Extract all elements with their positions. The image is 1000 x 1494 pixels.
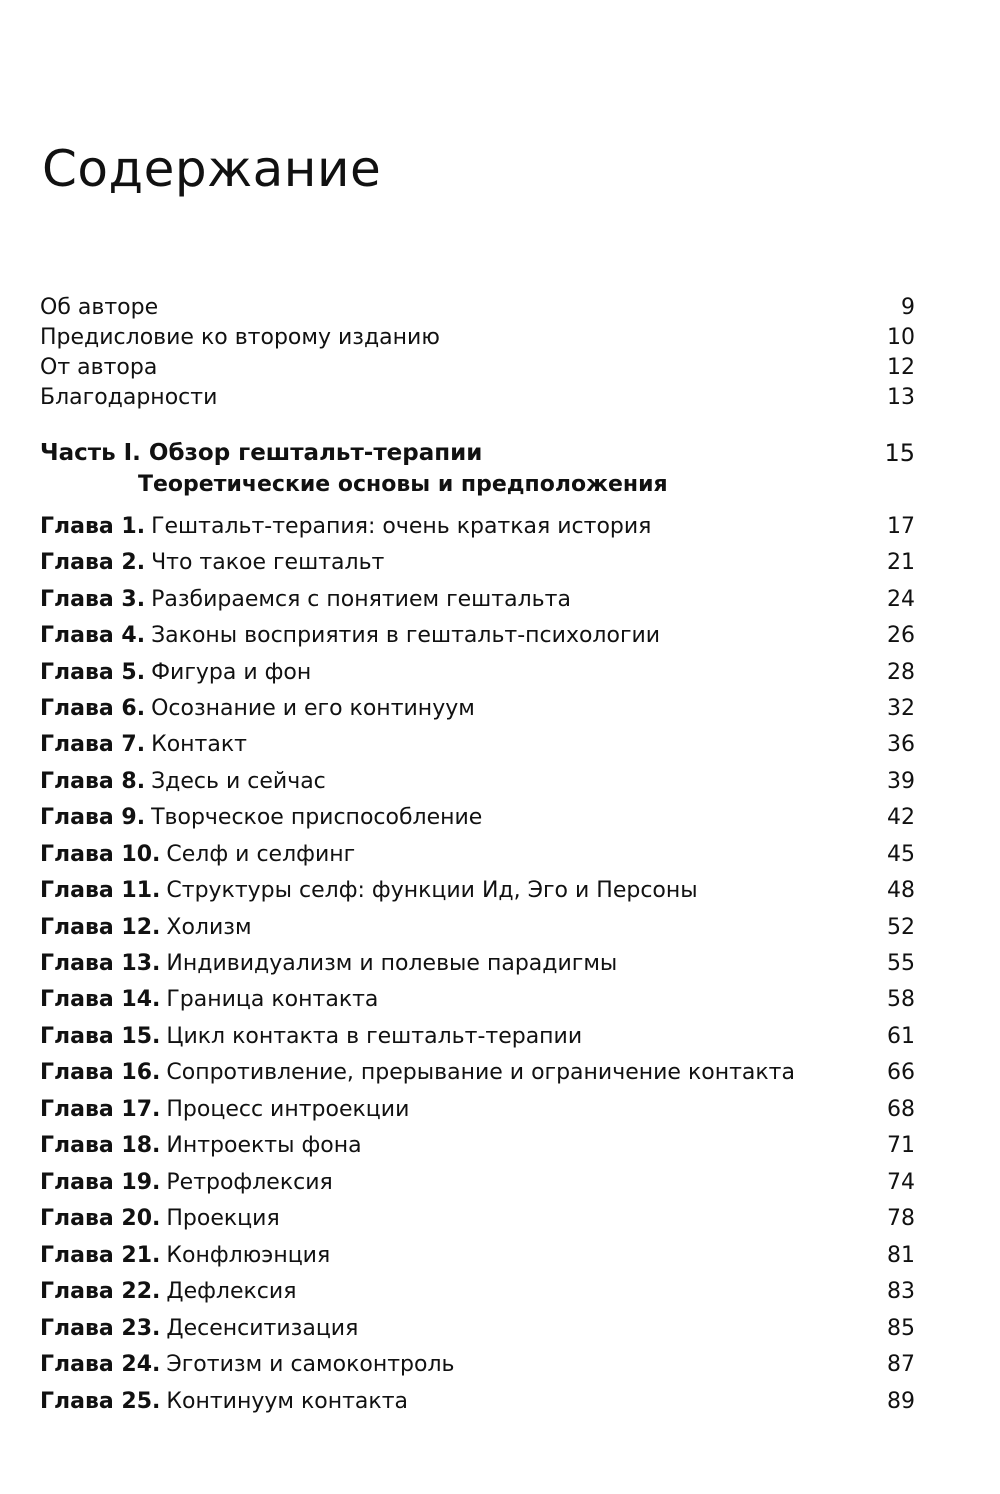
- chapter-label: Глава 13.: [40, 950, 161, 976]
- chapter-title: Разбираемся с понятием гештальта: [151, 586, 571, 612]
- toc-page-number: 61: [887, 1023, 915, 1049]
- toc-chapter-6[interactable]: [40, 691, 915, 725]
- chapter-title: Структуры селф: функции Ид, Эго и Персоны: [166, 877, 698, 903]
- chapter-title: Индивидуализм и полевые парадигмы: [166, 950, 618, 976]
- chapter-label: Глава 22.: [40, 1278, 161, 1304]
- chapter-label: Глава 4.: [40, 622, 146, 648]
- toc-chapter-20[interactable]: [40, 1201, 915, 1235]
- toc-chapter-5[interactable]: [40, 655, 915, 689]
- chapter-title: Эготизм и самоконтроль: [166, 1351, 455, 1377]
- toc-chapter-8[interactable]: [40, 764, 915, 798]
- toc-entry-title: Благодарности: [40, 384, 218, 410]
- toc-page-number: 52: [887, 914, 915, 940]
- chapter-label: Глава 10.: [40, 841, 161, 867]
- chapter-title: Процесс интроекции: [166, 1096, 410, 1122]
- chapter-label: Глава 24.: [40, 1351, 161, 1377]
- toc-page-number: 26: [887, 622, 915, 648]
- chapter-label: Глава 7.: [40, 731, 146, 757]
- chapter-label: Глава 11.: [40, 877, 161, 903]
- toc-page-number: 36: [887, 731, 915, 757]
- toc-page-number: 74: [887, 1169, 915, 1195]
- toc-page-number: 45: [887, 841, 915, 867]
- toc-page-number: 21: [887, 549, 915, 575]
- chapter-title: Творческое приспособление: [151, 804, 483, 830]
- toc-entry-about-author[interactable]: [40, 292, 915, 322]
- toc-chapter-23[interactable]: [40, 1311, 915, 1345]
- toc-chapter-11[interactable]: [40, 873, 915, 907]
- chapter-label: Глава 20.: [40, 1205, 161, 1231]
- toc-chapter-3[interactable]: [40, 582, 915, 616]
- chapter-title: Цикл контакта в гештальт-терапии: [166, 1023, 583, 1049]
- toc-chapter-22[interactable]: [40, 1274, 915, 1308]
- toc-page-number: 66: [887, 1059, 915, 1085]
- chapter-label: Глава 6.: [40, 695, 146, 721]
- toc-page-number: 85: [887, 1315, 915, 1341]
- chapter-label: Глава 5.: [40, 659, 146, 685]
- toc-chapter-18[interactable]: [40, 1128, 915, 1162]
- toc-entry-title: Предисловие ко второму изданию: [40, 324, 440, 350]
- toc-page-number: 58: [887, 986, 915, 1012]
- toc-page-number: 42: [887, 804, 915, 830]
- chapter-label: Глава 1.: [40, 513, 146, 539]
- toc-part-heading[interactable]: [40, 436, 915, 470]
- toc-entry-title: От автора: [40, 354, 158, 380]
- chapter-label: Глава 19.: [40, 1169, 161, 1195]
- toc-page-number: 28: [887, 659, 915, 685]
- chapter-label: Глава 8.: [40, 768, 146, 794]
- toc-chapter-24[interactable]: [40, 1347, 915, 1381]
- chapter-title: Ретрофлексия: [166, 1169, 333, 1195]
- chapter-title: Здесь и сейчас: [151, 768, 326, 794]
- page-title: Содержание: [42, 140, 382, 198]
- toc-page-number: 81: [887, 1242, 915, 1268]
- toc-page-number: 10: [887, 324, 915, 350]
- toc-page-number: 32: [887, 695, 915, 721]
- toc-page-number: 13: [887, 384, 915, 410]
- toc-entry-title: Об авторе: [40, 294, 159, 320]
- chapter-label: Глава 2.: [40, 549, 146, 575]
- toc-entry-from-author[interactable]: [40, 352, 915, 382]
- toc-page-number: 78: [887, 1205, 915, 1231]
- toc-page-number: 9: [901, 294, 915, 320]
- chapter-title: Гештальт-терапия: очень краткая история: [151, 513, 652, 539]
- chapter-title: Десенситизация: [166, 1315, 359, 1341]
- chapter-title: Законы восприятия в гештальт-психологии: [151, 622, 661, 648]
- part-title: Часть I. Обзор гештальт-терапии: [40, 440, 483, 466]
- chapter-label: Глава 16.: [40, 1059, 161, 1085]
- toc-chapter-1[interactable]: [40, 509, 915, 543]
- toc-chapter-17[interactable]: [40, 1092, 915, 1126]
- chapter-label: Глава 21.: [40, 1242, 161, 1268]
- toc-chapter-13[interactable]: [40, 946, 915, 980]
- toc-chapter-19[interactable]: [40, 1165, 915, 1199]
- toc-chapter-9[interactable]: [40, 800, 915, 834]
- toc-page-number: 89: [887, 1388, 915, 1414]
- toc-page-number: 68: [887, 1096, 915, 1122]
- toc-page-number: 15: [884, 439, 915, 467]
- toc-page-number: 48: [887, 877, 915, 903]
- chapter-title: Проекция: [166, 1205, 280, 1231]
- chapter-title: Континуум контакта: [166, 1388, 408, 1414]
- chapter-label: Глава 12.: [40, 914, 161, 940]
- chapter-title: Дефлексия: [166, 1278, 297, 1304]
- toc-page-number: 71: [887, 1132, 915, 1158]
- toc-entry-preface[interactable]: [40, 322, 915, 352]
- toc-chapter-21[interactable]: [40, 1238, 915, 1272]
- toc-entry-acknowledgements[interactable]: [40, 382, 915, 412]
- toc-chapter-12[interactable]: [40, 910, 915, 944]
- toc-page-number: 24: [887, 586, 915, 612]
- chapter-title: Интроекты фона: [166, 1132, 362, 1158]
- toc-chapter-2[interactable]: [40, 545, 915, 579]
- toc-chapter-15[interactable]: [40, 1019, 915, 1053]
- toc-page-number: 39: [887, 768, 915, 794]
- chapter-title: Контакт: [151, 731, 247, 757]
- chapter-title: Фигура и фон: [151, 659, 312, 685]
- toc-chapter-14[interactable]: [40, 982, 915, 1016]
- chapter-title: Сопротивление, прерывание и ограничение контакта: [166, 1059, 795, 1085]
- toc-chapter-10[interactable]: [40, 837, 915, 871]
- chapter-title: Что такое гештальт: [151, 549, 385, 575]
- chapter-label: Глава 3.: [40, 586, 146, 612]
- chapter-title: Осознание и его континуум: [151, 695, 475, 721]
- toc-page-number: 83: [887, 1278, 915, 1304]
- chapter-label: Глава 15.: [40, 1023, 161, 1049]
- chapter-label: Глава 17.: [40, 1096, 161, 1122]
- part-subtitle: Теоретические основы и предположения: [138, 472, 668, 497]
- chapter-title: Конфлюэнция: [166, 1242, 331, 1268]
- chapter-title: Холизм: [166, 914, 252, 940]
- chapter-label: Глава 25.: [40, 1388, 161, 1414]
- chapter-label: Глава 14.: [40, 986, 161, 1012]
- toc-chapter-25[interactable]: [40, 1384, 915, 1418]
- toc-page-number: 55: [887, 950, 915, 976]
- toc-page-number: 12: [887, 354, 915, 380]
- toc-page-number: 17: [887, 513, 915, 539]
- chapter-label: Глава 9.: [40, 804, 146, 830]
- toc-chapter-7[interactable]: [40, 727, 915, 761]
- toc-chapter-4[interactable]: [40, 618, 915, 652]
- chapter-label: Глава 23.: [40, 1315, 161, 1341]
- chapter-title: Селф и селфинг: [166, 841, 356, 867]
- chapter-label: Глава 18.: [40, 1132, 161, 1158]
- toc-chapter-16[interactable]: [40, 1055, 915, 1089]
- chapter-title: Граница контакта: [166, 986, 379, 1012]
- toc-page-number: 87: [887, 1351, 915, 1377]
